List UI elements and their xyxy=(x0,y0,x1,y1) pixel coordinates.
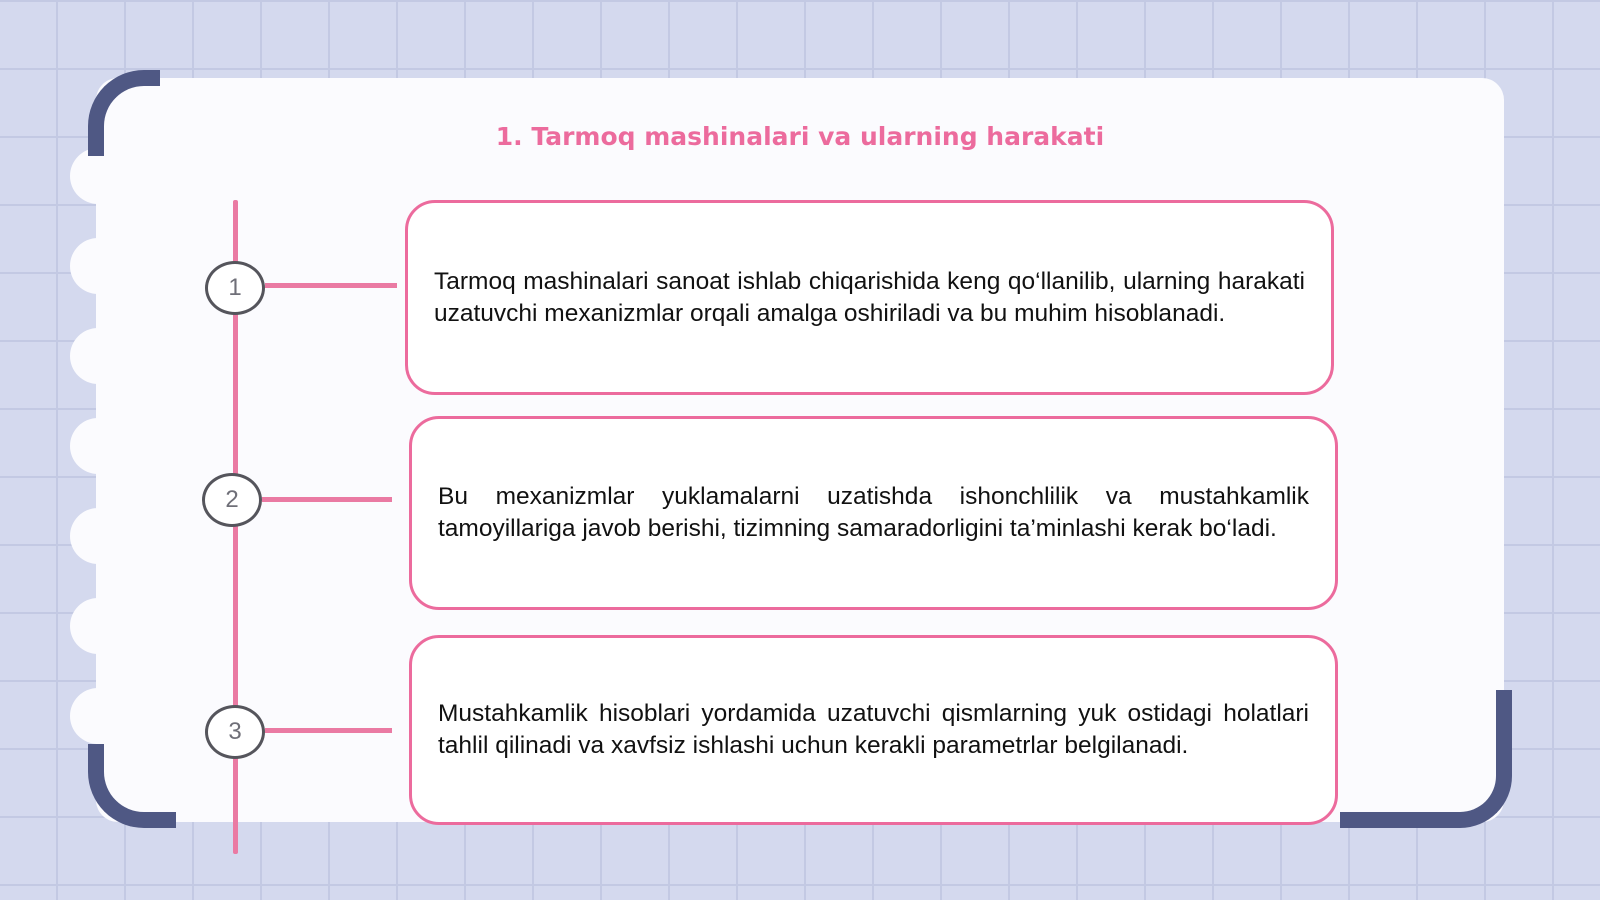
step-card-3 xyxy=(409,635,1338,825)
step-card-1 xyxy=(405,200,1334,395)
step-number-3: 3 xyxy=(205,705,265,759)
paper-scallop xyxy=(70,148,126,204)
paper-scallop xyxy=(70,688,126,744)
frame-corner-bottom-left xyxy=(88,744,176,828)
step-connector-3 xyxy=(265,728,392,733)
step-number-2: 2 xyxy=(202,473,262,527)
paper-scallop xyxy=(70,598,126,654)
paper-scallop xyxy=(70,508,126,564)
frame-corner-bottom-right xyxy=(1340,690,1512,828)
paper-scallop xyxy=(70,328,126,384)
step-connector-1 xyxy=(265,283,397,288)
frame-corner-top-left xyxy=(88,70,160,156)
slide-title: 1. Tarmoq mashinalari va ularning harakati xyxy=(495,122,1105,151)
step-card-2 xyxy=(409,416,1338,610)
step-text-3: Mustahkamlik hisoblari yordamida uzatuvchi qismlarning yuk ostidagi holatlari tahlil qilinadi va xavfsiz ishlashi uchun kerakli parametrlar belgilanadi. xyxy=(438,700,1309,759)
step-number-1: 1 xyxy=(205,261,265,315)
step-connector-2 xyxy=(262,497,392,502)
step-text-1: Tarmoq mashinalari sanoat ishlab chiqarishida keng qo‘llanilib, ularning harakati uzatuvchi mexanizmlar orqali amalga oshiriladi va bu muhim hisoblanadi. xyxy=(434,267,1305,327)
paper-scallop xyxy=(70,418,126,474)
step-text-2: Bu mexanizmlar yuklamalarni uzatishda ishonchlilik va mustahkamlik tamoyillariga javob berishi, tizimning samaradorligini ta’minlashi kerak bo‘ladi. xyxy=(438,483,1309,542)
paper-scallop xyxy=(70,238,126,294)
